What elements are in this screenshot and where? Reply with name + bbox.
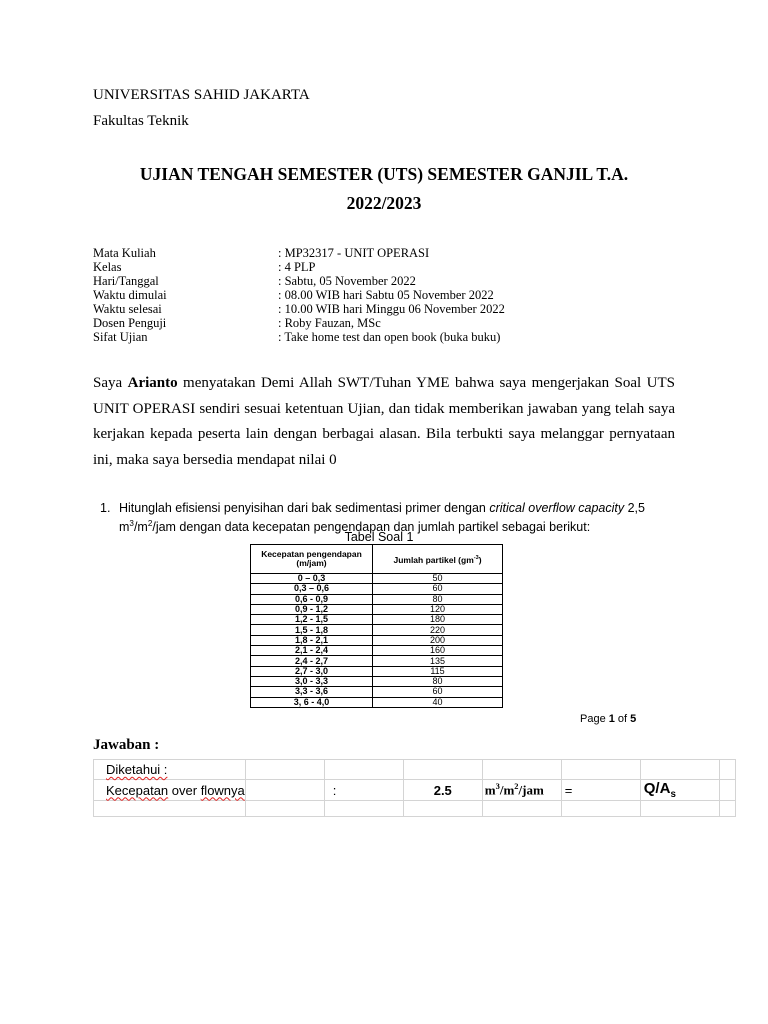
info-label: Sifat Ujian bbox=[93, 330, 148, 344]
count-cell: 160 bbox=[373, 646, 503, 656]
header-count-sup: -3 bbox=[473, 554, 479, 561]
grid-cell[interactable] bbox=[245, 760, 324, 780]
cell-value[interactable]: 2.5 bbox=[403, 780, 482, 801]
grid-cell[interactable] bbox=[245, 780, 324, 801]
info-label: Dosen Penguji bbox=[93, 316, 167, 330]
question-text-c: m bbox=[119, 520, 130, 535]
speed-cell: 0,3 – 0,6 bbox=[251, 584, 373, 594]
info-value: : 08.00 WIB hari Sabtu 05 November 2022 bbox=[278, 288, 494, 302]
info-row bbox=[93, 260, 505, 274]
table-row bbox=[251, 604, 503, 614]
count-cell: 60 bbox=[373, 584, 503, 594]
statement-paragraph bbox=[93, 371, 675, 473]
table-row bbox=[251, 594, 503, 604]
info-label: Hari/Tanggal bbox=[93, 274, 159, 288]
grid-cell[interactable] bbox=[640, 760, 719, 780]
exam-title-line1: UJIAN TENGAH SEMESTER (UTS) SEMESTER GANJIL T.A. bbox=[139, 164, 629, 184]
grid-cell[interactable] bbox=[719, 801, 735, 817]
qa-sub: s bbox=[670, 789, 676, 800]
speed-cell: 2,1 - 2,4 bbox=[251, 646, 373, 656]
cell-diketahui[interactable] bbox=[94, 760, 246, 780]
info-value: : Roby Fauzan, MSc bbox=[278, 316, 381, 330]
speed-cell: 0,9 - 1,2 bbox=[251, 604, 373, 614]
unit-sup2: 2 bbox=[514, 781, 519, 792]
header-speed: Kecepatan pengendapan (m/jam) bbox=[251, 545, 373, 574]
statement-prefix: Saya bbox=[93, 375, 128, 391]
page-indicator bbox=[580, 713, 636, 725]
cell-colon[interactable]: : bbox=[324, 780, 403, 801]
speed-cell: 0 – 0,3 bbox=[251, 574, 373, 584]
count-cell: 50 bbox=[373, 574, 503, 584]
qa-main: Q/A bbox=[643, 780, 671, 797]
cell-unit[interactable] bbox=[482, 780, 561, 801]
info-row bbox=[93, 246, 505, 260]
info-value: : 4 PLP bbox=[278, 260, 316, 274]
speed-cell: 2,4 - 2,7 bbox=[251, 656, 373, 666]
speed-cell: 1,5 - 1,8 bbox=[251, 625, 373, 635]
speed-cell: 3, 6 - 4,0 bbox=[251, 697, 373, 707]
info-row bbox=[93, 330, 505, 344]
grid-cell[interactable] bbox=[640, 801, 719, 817]
count-cell: 200 bbox=[373, 635, 503, 645]
table-row bbox=[251, 676, 503, 686]
header-count bbox=[373, 545, 503, 574]
question-sup1: 3 bbox=[129, 519, 134, 528]
info-row bbox=[93, 288, 505, 302]
question-text-b: 2,5 bbox=[624, 501, 645, 515]
info-label: Waktu selesai bbox=[93, 302, 162, 316]
info-label: Mata Kuliah bbox=[93, 246, 156, 260]
speed-cell: 3,3 - 3,6 bbox=[251, 687, 373, 697]
statement-text: menyatakan Demi Allah SWT/Tuhan YME bahwa saya mengerjakan Soal UTS UNIT OPERASI sendiri sesuai ketentuan Ujian, dan tidak memberikan jawaban yang telah saya kerjakan kepada peserta lain dengan berbagai alasan. Bila terbukti saya melanggar pernyataan ini, maka saya bersedia mendapat nilai 0 bbox=[93, 375, 675, 468]
cell-kecepatan[interactable] bbox=[94, 780, 246, 801]
table-row bbox=[251, 615, 503, 625]
table-row bbox=[251, 635, 503, 645]
count-cell: 40 bbox=[373, 697, 503, 707]
info-row bbox=[93, 302, 505, 316]
grid-cell[interactable] bbox=[482, 801, 561, 817]
table-row bbox=[251, 666, 503, 676]
grid-cell[interactable] bbox=[719, 760, 735, 780]
header-count-close: ) bbox=[478, 554, 482, 565]
grid-cell[interactable] bbox=[403, 760, 482, 780]
grid-cell[interactable] bbox=[245, 801, 324, 817]
info-row bbox=[93, 274, 505, 288]
university-name: UNIVERSITAS SAHID JAKARTA bbox=[93, 87, 310, 103]
info-value: : Sabtu, 05 November 2022 bbox=[278, 274, 416, 288]
speed-cell: 2,7 - 3,0 bbox=[251, 666, 373, 676]
table-row bbox=[251, 584, 503, 594]
count-cell: 80 bbox=[373, 594, 503, 604]
table-row bbox=[251, 625, 503, 635]
info-value: : 10.00 WIB hari Minggu 06 November 2022 bbox=[278, 302, 505, 316]
speed-cell: 0,6 - 0,9 bbox=[251, 594, 373, 604]
header-count-text: Jumlah partikel (gm bbox=[393, 554, 474, 565]
unit-sup1: 3 bbox=[495, 781, 500, 792]
unit-m: m bbox=[484, 782, 496, 798]
question-sup2: 2 bbox=[147, 519, 153, 528]
faculty-name: Fakultas Teknik bbox=[93, 113, 189, 129]
diketahui-label: Diketahui : bbox=[106, 762, 168, 777]
grid-cell[interactable] bbox=[324, 760, 403, 780]
exam-info-block bbox=[93, 246, 505, 344]
student-name: Arianto bbox=[127, 375, 178, 391]
page-total: 5 bbox=[630, 713, 637, 725]
grid-cell[interactable] bbox=[719, 780, 735, 801]
question-text-a: Hitunglah efisiensi penyisihan dari bak sedimentasi primer dengan bbox=[119, 501, 490, 515]
unit-mid: /m bbox=[499, 782, 515, 798]
table-row bbox=[251, 687, 503, 697]
info-value: : MP32317 - UNIT OPERASI bbox=[278, 246, 430, 260]
grid-cell[interactable] bbox=[561, 760, 640, 780]
count-cell: 80 bbox=[373, 676, 503, 686]
answer-label: Jawaban : bbox=[93, 737, 160, 753]
flownya-word: flownya bbox=[200, 782, 245, 798]
unit-end: /jam bbox=[518, 782, 544, 798]
data-table bbox=[250, 544, 503, 708]
info-value: : Take home test dan open book (buka buku) bbox=[278, 330, 501, 344]
grid-cell[interactable] bbox=[403, 801, 482, 817]
count-cell: 135 bbox=[373, 656, 503, 666]
table-row bbox=[251, 697, 503, 707]
question-text-d: /m bbox=[133, 520, 148, 535]
page-current: 1 bbox=[608, 713, 615, 725]
question-text-e: /jam dengan data kecepatan pengendapan dan jumlah partikel sebagai berikut: bbox=[152, 520, 591, 535]
question-number: 1. bbox=[100, 501, 111, 515]
table-row bbox=[251, 646, 503, 656]
count-cell: 180 bbox=[373, 615, 503, 625]
page-prefix: Page bbox=[580, 713, 609, 725]
info-label: Waktu dimulai bbox=[93, 288, 167, 302]
speed-cell: 1,8 - 2,1 bbox=[251, 635, 373, 645]
page-of: of bbox=[614, 713, 631, 725]
grid-cell[interactable] bbox=[482, 760, 561, 780]
count-cell: 220 bbox=[373, 625, 503, 635]
info-row bbox=[93, 316, 505, 330]
grid-cell[interactable] bbox=[94, 801, 246, 817]
exam-title-line2: 2022/2023 bbox=[346, 193, 422, 213]
answer-spreadsheet bbox=[93, 759, 736, 817]
kecepatan-word: Kecepatan bbox=[106, 782, 169, 798]
count-cell: 60 bbox=[373, 687, 503, 697]
table-row bbox=[251, 656, 503, 666]
count-cell: 115 bbox=[373, 666, 503, 676]
cell-qa[interactable] bbox=[640, 780, 719, 801]
table-caption: Tabel Soal 1 bbox=[344, 530, 414, 544]
over-word: over bbox=[168, 782, 201, 798]
cell-equals[interactable]: = bbox=[561, 780, 640, 801]
speed-cell: 1,2 - 1,5 bbox=[251, 615, 373, 625]
grid-cell[interactable] bbox=[561, 801, 640, 817]
table-row bbox=[251, 574, 503, 584]
question-text-italic: critical overflow capacity bbox=[489, 501, 625, 515]
info-label: Kelas bbox=[93, 260, 122, 274]
grid-cell[interactable] bbox=[324, 801, 403, 817]
count-cell: 120 bbox=[373, 604, 503, 614]
speed-cell: 3,0 - 3,3 bbox=[251, 676, 373, 686]
